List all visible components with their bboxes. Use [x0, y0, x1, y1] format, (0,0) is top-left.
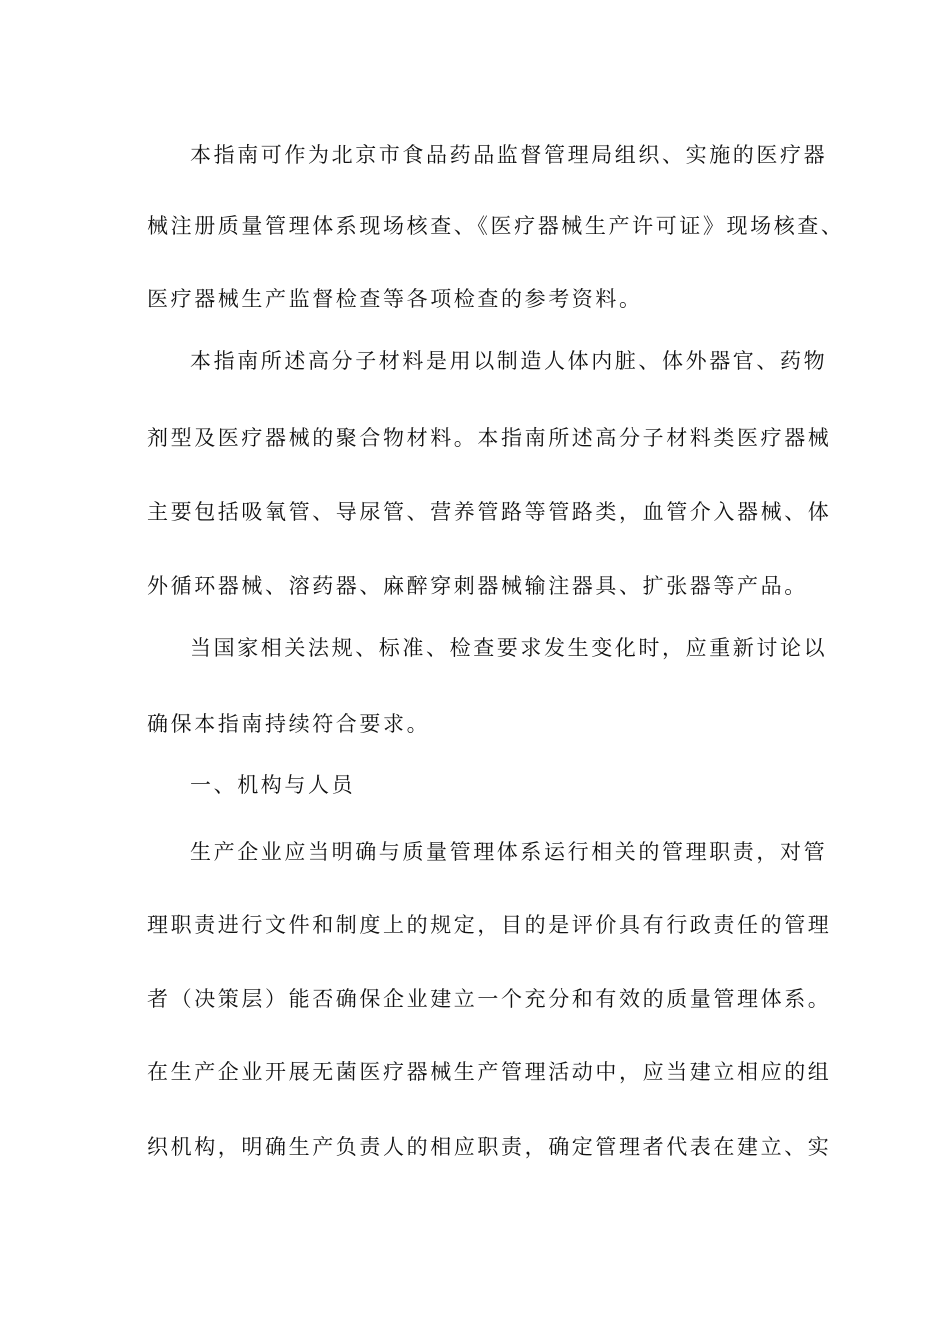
paragraph-1-line-1: 本指南可作为北京市食品药品监督管理局组织、实施的医疗器 — [190, 143, 828, 167]
paragraph-2-line-1: 本指南所述高分子材料是用以制造人体内脏、体外器官、药物 — [190, 349, 828, 373]
paragraph-4-line-4: 在生产企业开展无菌医疗器械生产管理活动中，应当建立相应的组 — [147, 1060, 832, 1084]
paragraph-1-line-2: 械注册质量管理体系现场核查、《医疗器械生产许可证》现场核查、 — [147, 214, 845, 238]
paragraph-2-line-4: 外循环器械、溶药器、麻醉穿刺器械输注器具、扩张器等产品。 — [147, 574, 808, 598]
paragraph-3-line-2: 确保本指南持续符合要求。 — [147, 712, 431, 736]
paragraph-4-line-3: 者（决策层）能否确保企业建立一个充分和有效的质量管理体系。 — [147, 987, 832, 1011]
paragraph-2-line-3: 主要包括吸氧管、导尿管、营养管路等管路类，血管介入器械、体 — [147, 500, 832, 524]
paragraph-1-line-3: 医疗器械生产监督检查等各项检查的参考资料。 — [147, 287, 643, 311]
section-heading: 一、机构与人员 — [190, 773, 356, 797]
paragraph-4-line-1: 生产企业应当明确与质量管理体系运行相关的管理职责，对管 — [190, 840, 828, 864]
paragraph-2-line-2: 剂型及医疗器械的聚合物材料。本指南所述高分子材料类医疗器械 — [147, 426, 832, 450]
paragraph-4-line-2: 理职责进行文件和制度上的规定，目的是评价具有行政责任的管理 — [147, 913, 832, 937]
paragraph-3-line-1: 当国家相关法规、标准、检查要求发生变化时，应重新讨论以 — [190, 636, 828, 660]
paragraph-4-line-5: 织机构，明确生产负责人的相应职责，确定管理者代表在建立、实 — [147, 1135, 832, 1159]
